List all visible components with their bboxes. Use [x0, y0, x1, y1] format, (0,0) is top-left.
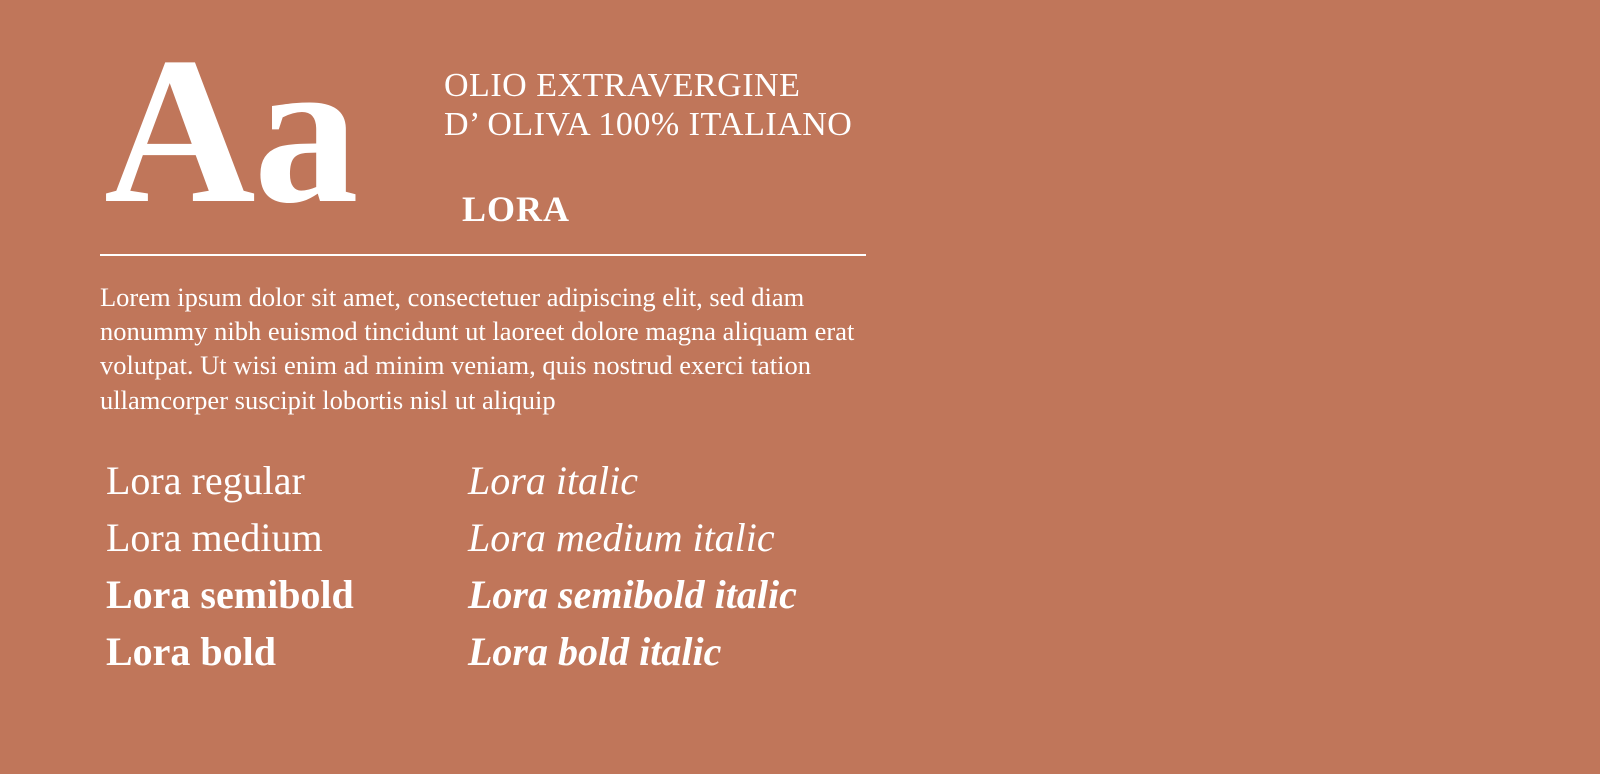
weight-regular: Lora regular	[106, 458, 305, 504]
weights-column-upright	[106, 453, 468, 680]
weight-italic: Lora italic	[468, 458, 639, 504]
header-text-block	[444, 66, 852, 230]
weight-medium: Lora medium	[106, 515, 323, 561]
weight-medium-italic: Lora medium italic	[468, 515, 775, 561]
horizontal-divider	[100, 254, 866, 256]
weight-bold: Lora bold	[106, 628, 277, 674]
specimen-header	[100, 15, 890, 247]
weight-semibold-italic: Lora semibold italic	[468, 571, 797, 617]
brand-line-1: OLIO EXTRAVERGINE	[444, 67, 801, 104]
weight-bold-italic: Lora bold italic	[468, 628, 722, 674]
specimen-block	[100, 15, 890, 680]
weights-column-italic	[468, 453, 888, 680]
glyph-sample: Aa	[104, 15, 357, 247]
sample-paragraph: Lorem ipsum dolor sit amet, consectetuer adipiscing elit, sed diam nonummy nibh euismod tincidunt ut laoreet dolore magna aliquam erat volutpat. Ut wisi enim ad minim veniam, quis nostrud exerci tation ullamcorper suscipit lobortis nisl ut aliquip	[100, 281, 855, 415]
weight-semibold: Lora semibold	[106, 571, 354, 617]
font-name: LORA	[462, 189, 571, 230]
weights-grid	[106, 453, 890, 680]
brand-line-2: D’ OLIVA 100% ITALIANO	[444, 106, 853, 144]
